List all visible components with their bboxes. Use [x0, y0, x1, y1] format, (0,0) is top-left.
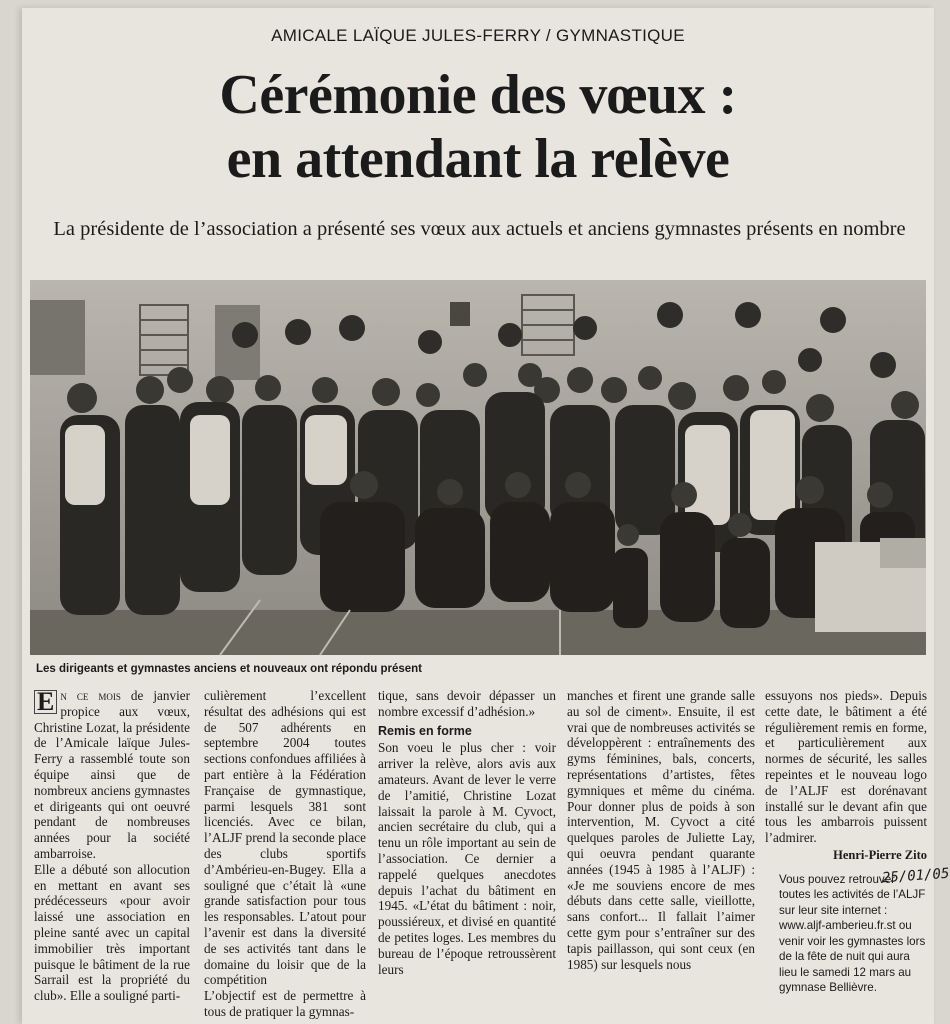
subheading-remis-en-forme: Remis en forme [378, 723, 472, 738]
article-column-1 [34, 688, 190, 1004]
column-4-paragraph-1: manches et firent une grande salle au sol de ciment». Ensuite, il est vrai que de nombreuses activités se développèrent : entraînements des gyms féminines, bals, concerts, représentations d’artistes, fêtes gymniques et même du cinéma. Pour donner plus de poids à son intervention, M. Cyvoct a cité quelques paroles de Juliette Lay, qui oeuvra pendant quarante années (1945 à 1985 à l’ALJF) : «Je me souviens encore de mes débuts dans cette salle, vieillotte, sans confort... Il fallait l’aimer cette gym pour s’entraîner sur des tapis paillasson, qui sont ceux (en 1985) sur lesquels nous [567, 688, 755, 972]
column-2-paragraph-1: culièrement l’excellent résultat des adhésions qui est de 507 adhérents en septembre 2004 toutes sections confondues affiliées à part entière à la Fédération Française de gymnastique, parmi lesquels 381 sont licenciés. Avec ce bilan, l’ALJF prend la seconde place des clubs sportifs d’Ambérieu-en-Bugey. Ella a souligné que c’était là «une grande satisfaction pour tous les responsables. L’atout pour l’avenir est dans la diversité de ses activités tant dans le domaine du loisir que de la compétition [204, 688, 366, 988]
photo-caption: Les dirigeants et gymnastes anciens et nouveaux ont répondu présent [36, 663, 422, 675]
section-kicker: AMICALE LAÏQUE JULES-FERRY / GYMNASTIQUE [271, 26, 685, 45]
column-1-paragraph-1: de janvier propice aux vœux, Christine Lozat, la présidente de l’Amicale laïque Jules-Ferry a rassemblé toute son équipe ainsi que de nombreux anciens gymnastes et dirigeants qui ont oeuvré pendant de nombreuses années pour la société ambarroise. [34, 688, 190, 861]
handwritten-date: 25/01/05 [881, 865, 950, 887]
lead-smallcaps: n ce mois [60, 688, 121, 703]
headline-line-2: en attendant la relève [226, 128, 730, 190]
column-3-paragraph-2: Son voeu le plus cher : voir arriver la relève, alors avis aux amateurs. Avant de lever le verre de l’amitié, Christine Lozat laissait la parole à M. Cyvoct, ancien secrétaire du club, qui a tenu un rôle important au sein de l’association. Ce dernier a rappelé quelques anecdotes depuis l’achat du bâtiment en 1945. «L’état du bâtiment : noir, poussiéreux, et divisé en quantité de petites loges. Les membres du bureau de l’époque retroussèrent leurs [378, 740, 556, 977]
headline [22, 63, 934, 191]
column-5-paragraph-1: essuyons nos pieds». Depuis cette date, le bâtiment a été régulièrement remis en forme, et particulièrement aux normes de sécurité, les salles repeintes et le nouveau logo de l’ALJF est dorénavant installé sur le devant afin que tous les ambarrois puissent l’admirer. [765, 688, 927, 846]
article-column-4 [567, 688, 755, 972]
article-column-3 [378, 688, 556, 977]
author-signature: Henri-Pierre Zito [833, 847, 927, 862]
info-box: Vous pouvez retrouver toutes les activités de l’ALJF sur leur site internet : www.aljf-amberieu.fr.st ou venir voir les gymnastes lors de la fête de nuit qui aura lieu le samedi 12 mars au gymnase Bellièvre. [779, 872, 926, 995]
article-column-2 [204, 688, 366, 1020]
article-column-5 [765, 688, 927, 996]
drop-cap: E [34, 690, 57, 714]
deck-subtitle: La présidente de l’association a présenté ses vœux aux actuels et anciens gymnastes présents en nombre [53, 218, 906, 240]
column-2-paragraph-2: L’objectif est de permettre à tous de pratiquer la gymnas- [204, 988, 366, 1019]
group-photo [30, 280, 926, 655]
newspaper-clipping [22, 8, 950, 1024]
headline-line-1: Cérémonie des vœux : [219, 64, 737, 126]
column-3-paragraph-1: tique, sans devoir dépasser un nombre excessif d’adhésion.» [378, 688, 556, 719]
column-1-paragraph-2: Elle a débuté son allocution en mettant en avant ses prédécesseurs «pour avoir laissé une association en pleine santé avec un capital immobilier très important puisque le bâtiment de la rue Sarrail est la propriété du club». Elle a souligné parti- [34, 861, 190, 1004]
